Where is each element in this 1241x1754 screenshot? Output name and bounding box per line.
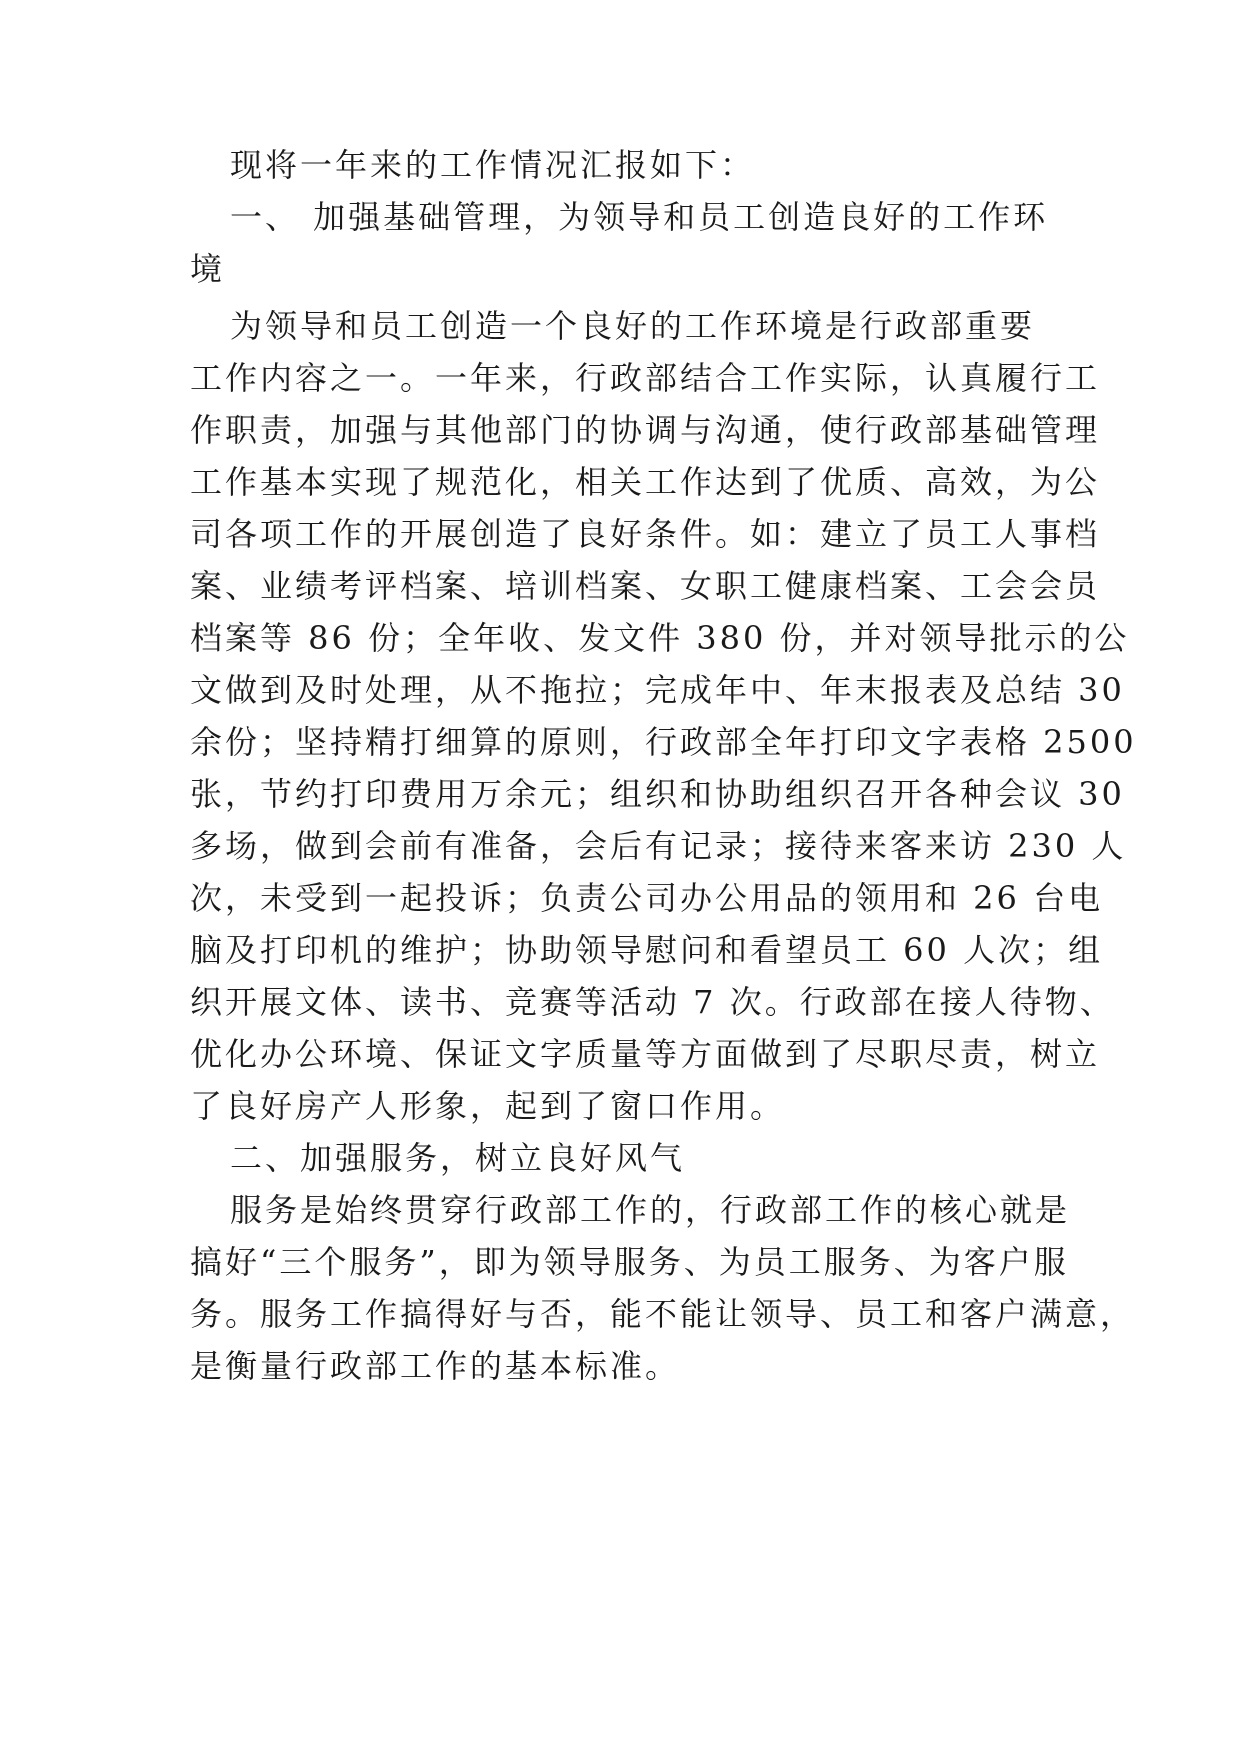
paragraph-line: 务。服务工作搞得好与否，能不能让领导、员工和客户满意， [190, 1295, 1136, 1333]
paragraph-line: 余份；坚持精打细算的原则，行政部全年打印文字表格 2500 [190, 723, 1137, 761]
paragraph-line: 文做到及时处理，从不拖拉；完成年中、年末报表及总结 30 [190, 671, 1125, 709]
section-heading-1-cont: 境 [190, 250, 226, 288]
section-heading-1: 一、 加强基础管理，为领导和员工创造良好的工作环 [230, 198, 1049, 236]
paragraph-line: 案、业绩考评档案、培训档案、女职工健康档案、工会会员 [190, 567, 1101, 605]
paragraph-line: 织开展文体、读书、竞赛等活动 7 次。行政部在接人待物、 [190, 983, 1115, 1021]
paragraph-line: 服务是始终贯穿行政部工作的，行政部工作的核心就是 [230, 1191, 1071, 1229]
paragraph-line: 工作内容之一。一年来，行政部结合工作实际，认真履行工 [190, 359, 1101, 397]
paragraph-line: 工作基本实现了规范化，相关工作达到了优质、高效，为公 [190, 463, 1101, 501]
paragraph-line: 是衡量行政部工作的基本标准。 [190, 1347, 681, 1385]
paragraph-line: 了良好房产人形象，起到了窗口作用。 [190, 1087, 786, 1125]
text-line-intro: 现将一年来的工作情况汇报如下： [230, 146, 756, 184]
paragraph-line: 司各项工作的开展创造了良好条件。如：建立了员工人事档 [190, 515, 1101, 553]
paragraph-line: 作职责，加强与其他部门的协调与沟通，使行政部基础管理 [190, 411, 1101, 449]
paragraph-line: 多场，做到会前有准备，会后有记录；接待来客来访 230 人 [190, 827, 1127, 865]
paragraph-line: 为领导和员工创造一个良好的工作环境是行政部重要 [230, 307, 1036, 345]
paragraph-line: 次，未受到一起投诉；负责公司办公用品的领用和 26 台电 [190, 879, 1104, 917]
paragraph-line: 优化办公环境、保证文字质量等方面做到了尽职尽责，树立 [190, 1035, 1101, 1073]
paragraph-line: 脑及打印机的维护；协助领导慰问和看望员工 60 人次；组 [190, 931, 1104, 969]
paragraph-line: 档案等 86 份；全年收、发文件 380 份，并对领导批示的公 [190, 619, 1130, 657]
paragraph-line: 张，节约打印费用万余元；组织和协助组织召开各种会议 30 [190, 775, 1125, 813]
section-heading-2: 二、加强服务，树立良好风气 [230, 1139, 686, 1177]
paragraph-line: 搞好“三个服务”，即为领导服务、为员工服务、为客户服 [190, 1243, 1069, 1281]
